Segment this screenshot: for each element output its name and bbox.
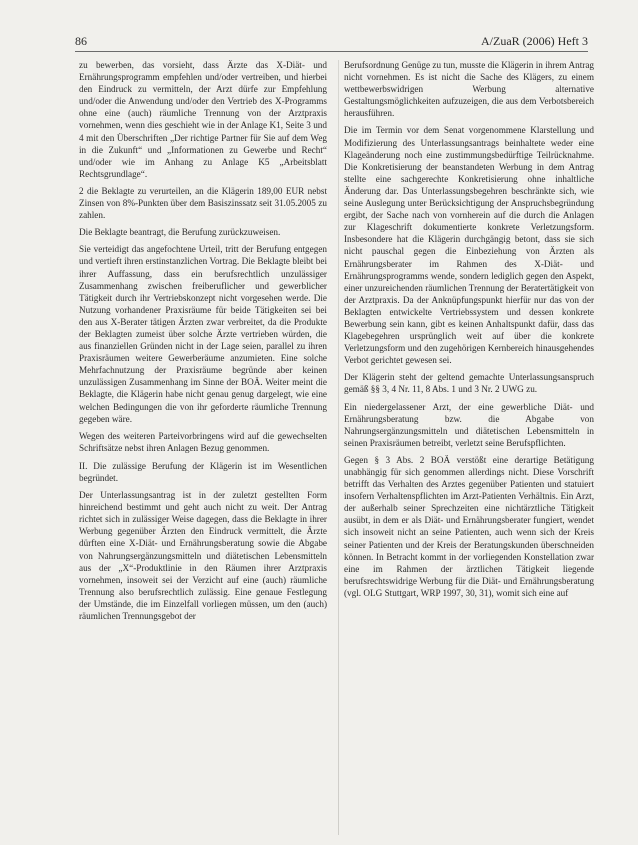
page-fold-shadow: [338, 60, 339, 835]
paragraph: Wegen des weiteren Parteivorbringens wird auf die gewechselten Schriftsätze nebst ihren Anlagen Bezug genommen.: [79, 430, 327, 453]
paragraph: Die Beklagte beantragt, die Berufung zurückzuweisen.: [79, 227, 281, 238]
paragraph: Die im Termin vor dem Senat vorgenommene Klarstellung und Modifizierung des Unterlassungsantrags beinhaltete weder eine Klageänderung noch eine zustimmungsbedürftige Teilrücknahme. Die Konkretisierung der beanstandeten Werbung in dem Antrag stellte eine sachgerechte Konkretisierung ohne inhaltliche Änderung dar. Das Unterlassungsbegehren beschränkte sich, wie seine Auslegung unter Berücksichtigung der Anspruchsbegründung ergibt, der Sache nach von vornherein auf die durch die Anlagen zur Klageschrift dokumentierte konkrete Verletzungsform. Insbesondere hat die Klägerin durchgängig betont, dass sie sich nicht pauschal gegen die Einbeziehung von Ärzten als Ernährungsberater im Rahmen des X-Diät- und Ernährungsprogramms wende, sondern lediglich gegen den Aspekt, einer unzureichenden räumlichen Trennung der Beratertätigkeit von der Arztpraxis. Da der Anknüpfungspunkt hierfür nur das von der Beklagten entwickelte Vertriebssystem und dessen konkrete Bewerbung sein kann, gibt es keinen Anhaltspunkt dafür, dass das Klagebegehren ursprünglich weit auf über die konkrete Verletzungsform und den zugehörigen Kernbereich hinausgehendes Verbot gerichtet gewesen sei.: [344, 125, 594, 366]
journal-reference: A/ZuaR (2006) Heft 3: [481, 34, 588, 48]
paragraph: Der Unterlassungsantrag ist in der zuletzt gestellten Form hinreichend bestimmt und geht auch nicht zu weit. Der Antrag richtet sich in zulässiger Weise dagegen, dass die Beklagte in ihrer Werbung gegenüber Ärzten den Eindruck vermittelt, die Ärzte dürften eine X-Diät- und Ernährungsberatung sowie die Abgabe von Nahrungsergänzungsmitteln und diätetischen Lebensmitteln aus der „X“-Produktlinie in den Räumen ihrer Arztpraxis vornehmen, insoweit sei der Verzicht auf eine (auch) räumliche Trennung also berufsrechtlich zulässig. Eine genaue Festlegung der Umstände, die im Einzelfall vorliegen müssen, um den (auch) räumlichen Trennungsgebot der: [79, 490, 327, 622]
paragraph: Sie verteidigt das angefochtene Urteil, tritt der Berufung entgegen und vertieft ihren erstinstanzlichen Vortrag. Die Beklagte bleibt bei ihrer Auffassung, dass ein berufsrechtlich unzulässiger Zusammenhang zwischen freiberuflicher und gewerblicher Tätigkeit durch ihr Vertriebskonzept nicht vorgesehen werde. Die Nutzung vorhandener Praxisräume für beide Tätigkeiten sei bei den aus X-Berater tätigen Ärzten zwar verbreitet, da die Produkte der Beklagten zumeist über solche Ärzte vertrieben würden, die aus finanziellen Gründen nicht in der Lage seien, parallel zu ihren Praxisräumen weitere Gewerberäume anzumieten. Eine solche Mehrfachnutzung der Praxisräume begründe aber keinen unzulässigen Zusammenhang im Sinne der BOÄ. Weiter meint die Beklagte, die Klägerin habe nicht genau genug dargelegt, wie eine welchen Bedingungen die von ihr geforderte räumliche Trennung gegeben wäre.: [79, 244, 327, 424]
paragraph: 2 die Beklagte zu verurteilen, an die Klägerin 189,00 EUR nebst Zinsen von 8%-Punkten über dem Basiszinssatz seit 31.05.2005 zu zahlen.: [79, 185, 327, 221]
paragraph: Gegen § 3 Abs. 2 BOÄ verstößt eine derartige Betätigung unabhängig für sich genommen allerdings nicht. Diese Vorschrift betrifft das Verhalten des Arztes gegenüber Patienten und statuiert insofern Verhaltenspflichten im Arzt-Patienten Verhältnis. Ein Arzt, der außerhalb seiner Sprechzeiten eine nichtärztliche Tätigkeit ausübt, in dem er als Diät- und Ernährungsberater fungiert, wendet sich insoweit nicht an seine Patienten, auch wenn sich der Kreis seiner Patienten und der Kreis der Beratungskunden überschneiden können. In Betracht kommt in der vorliegenden Konstellation zwar eine im Rahmen der ärztlichen Tätigkeit liegende berufsrechtswidrige Werbung für die Diät- und Ernährungsberatung (vgl. OLG Stuttgart, WRP 1997, 30, 31), womit sich eine auf: [344, 454, 594, 598]
paragraph: Berufsordnung Genüge zu tun, musste die Klägerin in ihrem Antrag nicht vornehmen. Es ist nicht die Sache des Klägers, zu einem wettbewerbswidrigen Werbung alternative Gestaltungsmöglichkeiten aufzuzeigen, die aus dem Verbotsbereich herausführen.: [344, 60, 594, 119]
paragraph: zu bewerben, das vorsieht, dass Ärzte das X-Diät- und Ernährungsprogramm empfehlen und/oder vertreiben, und hierbei den Eindruck zu vermitteln, der Arzt dürfe zur Empfehlung und/oder die Anwendung und/oder den Vertrieb des X-Programms ohne eine (auch) räumliche Trennung von der Arztpraxis vornehmen, wenn dies geschieht wie in der Anlage K1, Seite 3 und 4 mit den Überschriften „Der richtige Partner für Sie auf dem Weg in die Zukunft“ und „Informationen zu Gewerbe und Recht“ und/oder wie im Anhang zu Anlage K5 „Arbeitsblatt Rechtsgrundlage“.: [79, 60, 327, 179]
paragraph: Ein niedergelassener Arzt, der eine gewerbliche Diät- und Ernährungsberatung bzw. die Abgabe von Nahrungsergänzungsmitteln und diätetischen Lebensmitteln in seinen Praxisräumen betreibt, verletzt seine Berufspflichten.: [344, 401, 594, 448]
paragraph: Der Klägerin steht der geltend gemachte Unterlassungsanspruch gemäß §§ 3, 4 Nr. 11, 8 Abs. 1 und 3 Nr. 2 UWG zu.: [344, 372, 594, 395]
section-heading: II. Die zulässige Berufung der Klägerin ist im Wesentlichen begründet.: [79, 460, 327, 483]
page-number: 86: [75, 34, 87, 48]
left-text-column: [79, 59, 327, 627]
header-rule: [75, 51, 588, 52]
right-text-column: [344, 59, 594, 604]
